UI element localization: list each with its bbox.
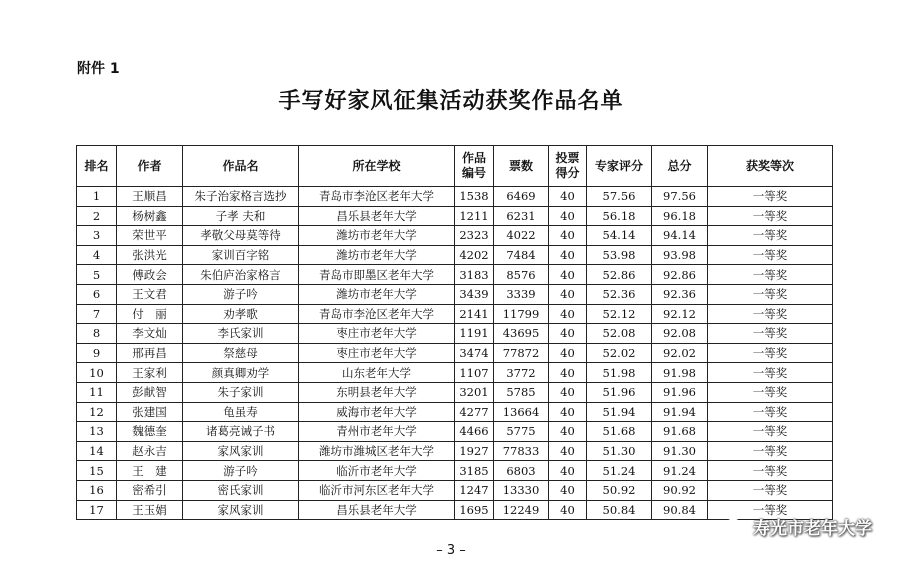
- cell-rank: 16: [77, 480, 117, 500]
- cell-author: 李文灿: [117, 324, 183, 344]
- cell-award: 一等奖: [708, 441, 833, 461]
- header-work: 作品名: [183, 146, 299, 187]
- cell-total: 91.98: [652, 363, 708, 383]
- watermark-text: 寿光市老年大学: [753, 519, 872, 539]
- cell-total: 97.56: [652, 187, 708, 207]
- cell-award: 一等奖: [708, 304, 833, 324]
- cell-votes: 12249: [494, 500, 549, 520]
- cell-expert-score: 56.18: [587, 206, 652, 226]
- cell-award: 一等奖: [708, 402, 833, 422]
- cell-work: 劝孝歌: [183, 304, 299, 324]
- cell-work-no: 1211: [455, 206, 494, 226]
- table-row: [77, 187, 833, 207]
- cell-vote-score: 40: [549, 304, 587, 324]
- cell-votes: 43695: [494, 324, 549, 344]
- cell-expert-score: 52.86: [587, 265, 652, 285]
- cell-total: 90.84: [652, 500, 708, 520]
- cell-work-no: 3183: [455, 265, 494, 285]
- table-row: [77, 343, 833, 363]
- cell-total: 91.94: [652, 402, 708, 422]
- cell-work-no: 4277: [455, 402, 494, 422]
- cell-award: 一等奖: [708, 382, 833, 402]
- cell-rank: 10: [77, 363, 117, 383]
- cell-vote-score: 40: [549, 187, 587, 207]
- cell-total: 90.92: [652, 480, 708, 500]
- cell-work: 诸葛亮诫子书: [183, 422, 299, 442]
- cell-vote-score: 40: [549, 441, 587, 461]
- cell-expert-score: 51.96: [587, 382, 652, 402]
- table-row: [77, 441, 833, 461]
- cell-total: 91.24: [652, 461, 708, 481]
- header-expert-score: 专家评分: [587, 146, 652, 187]
- cell-total: 92.02: [652, 343, 708, 363]
- cell-vote-score: 40: [549, 382, 587, 402]
- page-number: – 3 –: [436, 543, 466, 558]
- cell-work-no: 3439: [455, 284, 494, 304]
- cell-author: 张洪光: [117, 245, 183, 265]
- cell-rank: 14: [77, 441, 117, 461]
- header-work-no: 作品 编号: [455, 146, 494, 187]
- cell-school: 枣庄市老年大学: [299, 343, 455, 363]
- cell-work-no: 1538: [455, 187, 494, 207]
- header-total: 总分: [652, 146, 708, 187]
- cell-author: 密希引: [117, 480, 183, 500]
- table-row: [77, 402, 833, 422]
- cell-vote-score: 40: [549, 500, 587, 520]
- cell-total: 94.14: [652, 226, 708, 246]
- cell-vote-score: 40: [549, 226, 587, 246]
- cell-work: 祭慈母: [183, 343, 299, 363]
- cell-rank: 3: [77, 226, 117, 246]
- cell-award: 一等奖: [708, 461, 833, 481]
- cell-work-no: 2323: [455, 226, 494, 246]
- cell-vote-score: 40: [549, 422, 587, 442]
- cell-author: 王顺昌: [117, 187, 183, 207]
- cell-rank: 9: [77, 343, 117, 363]
- cell-award: 一等奖: [708, 324, 833, 344]
- cell-work: 朱伯庐治家格言: [183, 265, 299, 285]
- cell-work: 游子吟: [183, 461, 299, 481]
- cell-expert-score: 51.98: [587, 363, 652, 383]
- cell-school: 青岛市李沧区老年大学: [299, 187, 455, 207]
- cell-vote-score: 40: [549, 402, 587, 422]
- cell-school: 潍坊市老年大学: [299, 226, 455, 246]
- cell-work-no: 1927: [455, 441, 494, 461]
- header-school: 所在学校: [299, 146, 455, 187]
- cell-vote-score: 40: [549, 324, 587, 344]
- table-row: [77, 324, 833, 344]
- cell-rank: 17: [77, 500, 117, 520]
- cell-rank: 15: [77, 461, 117, 481]
- cell-school: 潍坊市老年大学: [299, 284, 455, 304]
- cell-work: 朱子家训: [183, 382, 299, 402]
- table-row: [77, 226, 833, 246]
- cell-vote-score: 40: [549, 343, 587, 363]
- cell-work-no: 3185: [455, 461, 494, 481]
- cell-work-no: 1695: [455, 500, 494, 520]
- cell-award: 一等奖: [708, 187, 833, 207]
- table-header: [77, 146, 833, 187]
- cell-total: 92.12: [652, 304, 708, 324]
- cell-work-no: 3201: [455, 382, 494, 402]
- cell-work: 家训百字铭: [183, 245, 299, 265]
- cell-expert-score: 51.68: [587, 422, 652, 442]
- table-row: [77, 363, 833, 383]
- cell-author: 付 丽: [117, 304, 183, 324]
- table-row: [77, 461, 833, 481]
- cell-work-no: 3474: [455, 343, 494, 363]
- cell-vote-score: 40: [549, 206, 587, 226]
- cell-rank: 8: [77, 324, 117, 344]
- cell-rank: 5: [77, 265, 117, 285]
- cell-votes: 5785: [494, 382, 549, 402]
- cell-author: 张建国: [117, 402, 183, 422]
- cell-vote-score: 40: [549, 284, 587, 304]
- cell-votes: 3339: [494, 284, 549, 304]
- cell-total: 91.96: [652, 382, 708, 402]
- page-title: 手写好家风征集活动获奖作品名单: [278, 88, 624, 114]
- cell-author: 邢再昌: [117, 343, 183, 363]
- cell-award: 一等奖: [708, 265, 833, 285]
- cell-work: 游子吟: [183, 284, 299, 304]
- cell-author: 彭献智: [117, 382, 183, 402]
- cell-work-no: 1247: [455, 480, 494, 500]
- cell-school: 昌乐县老年大学: [299, 500, 455, 520]
- cell-work: 龟虽寿: [183, 402, 299, 422]
- header-rank: 排名: [77, 146, 117, 187]
- cell-award: 一等奖: [708, 245, 833, 265]
- cell-author: 杨树鑫: [117, 206, 183, 226]
- cell-award: 一等奖: [708, 500, 833, 520]
- cell-total: 92.86: [652, 265, 708, 285]
- cell-expert-score: 50.84: [587, 500, 652, 520]
- cell-votes: 7484: [494, 245, 549, 265]
- cell-school: 青岛市即墨区老年大学: [299, 265, 455, 285]
- cell-rank: 6: [77, 284, 117, 304]
- cell-votes: 77872: [494, 343, 549, 363]
- cell-work: 家风家训: [183, 441, 299, 461]
- cell-votes: 77833: [494, 441, 549, 461]
- cell-votes: 11799: [494, 304, 549, 324]
- table-row: [77, 422, 833, 442]
- cell-total: 96.18: [652, 206, 708, 226]
- cell-author: 王玉娟: [117, 500, 183, 520]
- cell-rank: 13: [77, 422, 117, 442]
- cell-school: 青岛市李沧区老年大学: [299, 304, 455, 324]
- cell-author: 傅政会: [117, 265, 183, 285]
- cell-vote-score: 40: [549, 363, 587, 383]
- cell-award: 一等奖: [708, 422, 833, 442]
- cell-expert-score: 52.08: [587, 324, 652, 344]
- table-row: [77, 480, 833, 500]
- cell-votes: 8576: [494, 265, 549, 285]
- cell-expert-score: 52.02: [587, 343, 652, 363]
- cell-school: 枣庄市老年大学: [299, 324, 455, 344]
- header-votes: 票数: [494, 146, 549, 187]
- cell-award: 一等奖: [708, 284, 833, 304]
- cell-work: 子孝 夫和: [183, 206, 299, 226]
- cell-votes: 6469: [494, 187, 549, 207]
- table-row: [77, 382, 833, 402]
- cell-vote-score: 40: [549, 461, 587, 481]
- cell-school: 青州市老年大学: [299, 422, 455, 442]
- cell-award: 一等奖: [708, 480, 833, 500]
- cell-work: 孝敬父母莫等待: [183, 226, 299, 246]
- cell-school: 临沂市老年大学: [299, 461, 455, 481]
- cell-expert-score: 51.30: [587, 441, 652, 461]
- cell-work-no: 4202: [455, 245, 494, 265]
- cell-total: 91.68: [652, 422, 708, 442]
- cell-rank: 12: [77, 402, 117, 422]
- cell-school: 潍坊市老年大学: [299, 245, 455, 265]
- cell-rank: 2: [77, 206, 117, 226]
- cell-author: 荣世平: [117, 226, 183, 246]
- cell-vote-score: 40: [549, 265, 587, 285]
- cell-rank: 11: [77, 382, 117, 402]
- cell-school: 山东老年大学: [299, 363, 455, 383]
- cell-total: 93.98: [652, 245, 708, 265]
- cell-school: 昌乐县老年大学: [299, 206, 455, 226]
- cell-expert-score: 54.14: [587, 226, 652, 246]
- cell-votes: 4022: [494, 226, 549, 246]
- table-body: [77, 187, 833, 520]
- header-author: 作者: [117, 146, 183, 187]
- header-vote-score: 投票 得分: [549, 146, 587, 187]
- cell-votes: 5775: [494, 422, 549, 442]
- cell-vote-score: 40: [549, 480, 587, 500]
- cell-expert-score: 52.12: [587, 304, 652, 324]
- cell-author: 王文君: [117, 284, 183, 304]
- cell-school: 临沂市河东区老年大学: [299, 480, 455, 500]
- wechat-icon: [725, 518, 747, 536]
- award-table: [76, 145, 833, 520]
- table-row: [77, 284, 833, 304]
- cell-school: 东明县老年大学: [299, 382, 455, 402]
- table-row: [77, 245, 833, 265]
- cell-award: 一等奖: [708, 206, 833, 226]
- cell-work: 颜真卿劝学: [183, 363, 299, 383]
- cell-votes: 13664: [494, 402, 549, 422]
- cell-author: 赵永吉: [117, 441, 183, 461]
- cell-work: 朱子治家格言选抄: [183, 187, 299, 207]
- cell-total: 92.08: [652, 324, 708, 344]
- header-award: 获奖等次: [708, 146, 833, 187]
- cell-rank: 4: [77, 245, 117, 265]
- cell-work-no: 1191: [455, 324, 494, 344]
- cell-work: 李氏家训: [183, 324, 299, 344]
- cell-expert-score: 52.36: [587, 284, 652, 304]
- cell-award: 一等奖: [708, 343, 833, 363]
- cell-author: 王 建: [117, 461, 183, 481]
- attachment-label: 附件 1: [77, 61, 120, 77]
- table-row: [77, 265, 833, 285]
- cell-expert-score: 50.92: [587, 480, 652, 500]
- cell-work-no: 2141: [455, 304, 494, 324]
- cell-expert-score: 57.56: [587, 187, 652, 207]
- cell-votes: 6231: [494, 206, 549, 226]
- cell-author: 王家利: [117, 363, 183, 383]
- cell-expert-score: 51.94: [587, 402, 652, 422]
- cell-vote-score: 40: [549, 245, 587, 265]
- cell-work: 家风家训: [183, 500, 299, 520]
- cell-school: 潍坊市潍城区老年大学: [299, 441, 455, 461]
- table-row: [77, 304, 833, 324]
- cell-total: 92.36: [652, 284, 708, 304]
- cell-rank: 7: [77, 304, 117, 324]
- cell-total: 91.30: [652, 441, 708, 461]
- table-row: [77, 500, 833, 520]
- cell-rank: 1: [77, 187, 117, 207]
- watermark: [725, 514, 872, 539]
- cell-work-no: 1107: [455, 363, 494, 383]
- cell-work: 密氏家训: [183, 480, 299, 500]
- cell-school: 威海市老年大学: [299, 402, 455, 422]
- cell-votes: 13330: [494, 480, 549, 500]
- cell-expert-score: 53.98: [587, 245, 652, 265]
- cell-expert-score: 51.24: [587, 461, 652, 481]
- cell-work-no: 4466: [455, 422, 494, 442]
- cell-votes: 3772: [494, 363, 549, 383]
- cell-award: 一等奖: [708, 363, 833, 383]
- cell-votes: 6803: [494, 461, 549, 481]
- table-row: [77, 206, 833, 226]
- cell-award: 一等奖: [708, 226, 833, 246]
- cell-author: 魏德奎: [117, 422, 183, 442]
